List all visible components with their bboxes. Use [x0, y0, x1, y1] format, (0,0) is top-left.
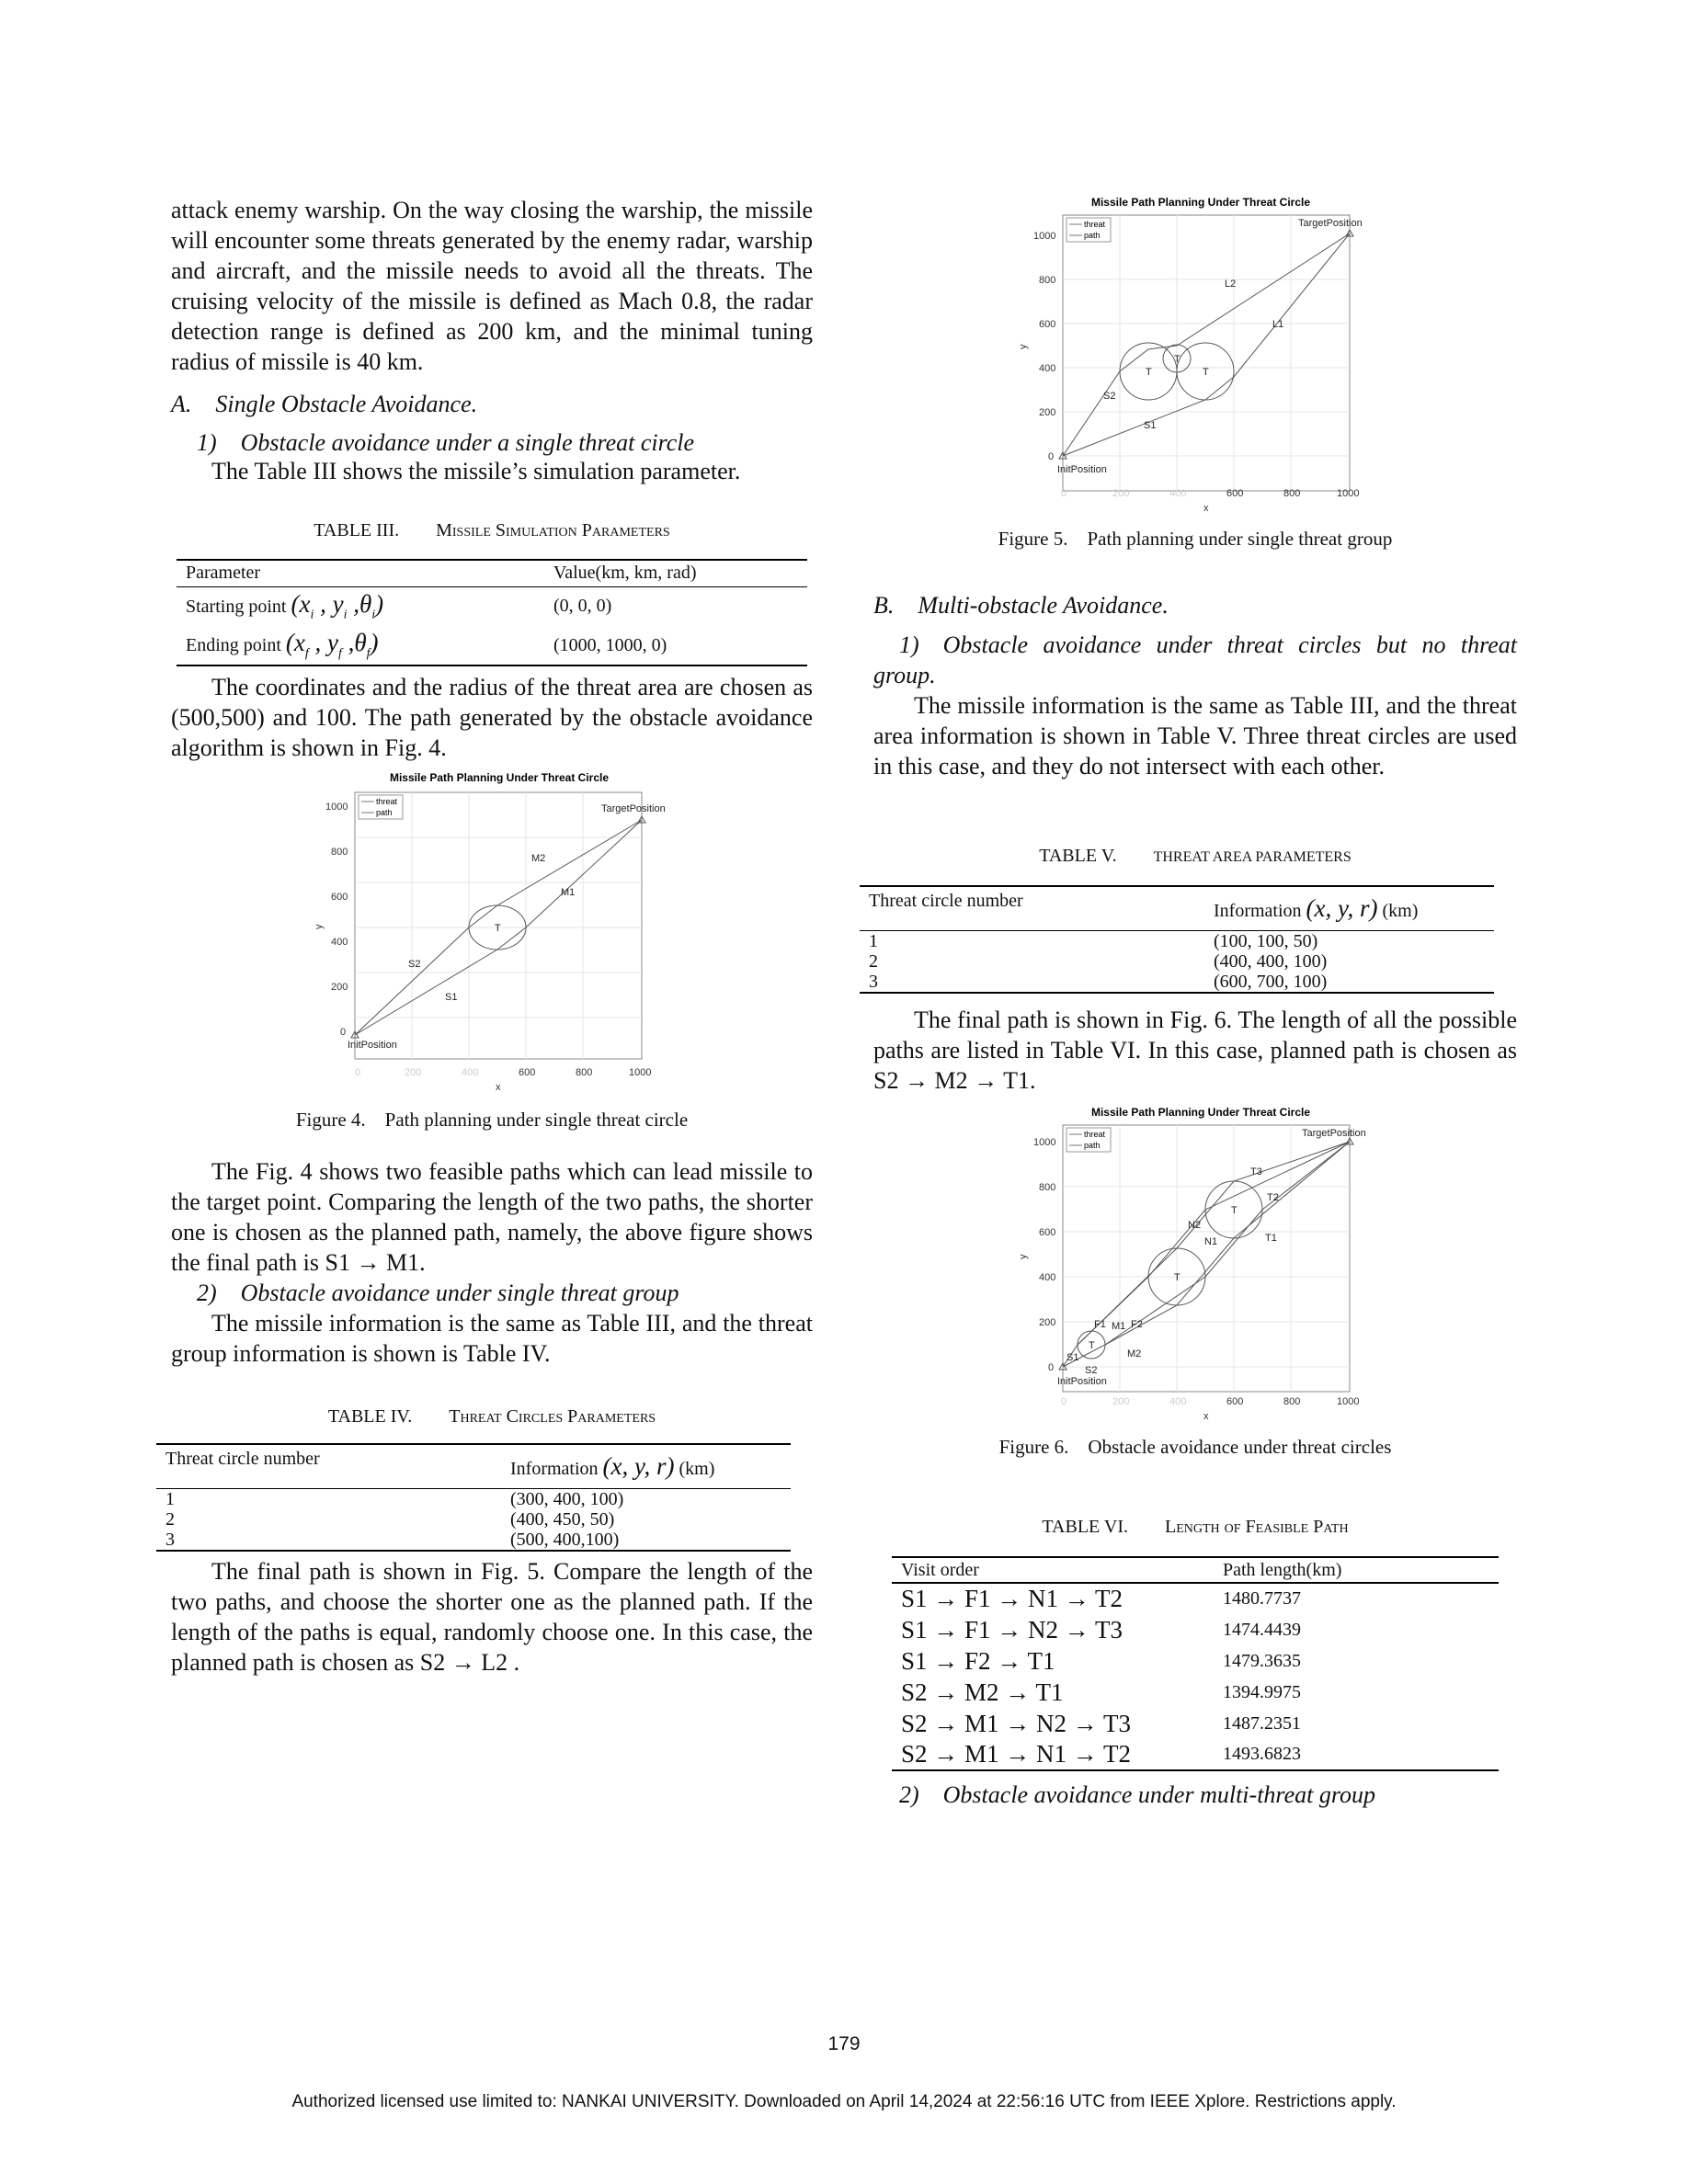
table-cell: Ending point ($x_f$ , $y_f$ $,\theta_f$) [186, 629, 379, 661]
x-tick: 400 [1169, 1396, 1187, 1407]
table-cell: 2 [165, 1508, 175, 1530]
y-tick: 600 [1039, 319, 1056, 330]
path-label: N1 [1204, 1236, 1218, 1247]
left-column-bottom [171, 1556, 813, 1678]
paragraph: The final path is shown in Fig. 6. The length of all the possible paths are listed in Table VI. In this case, planned path is chosen as S2 → M2 → T1. [873, 1007, 1517, 1094]
path-label: M1 [561, 887, 576, 898]
y-label: y [314, 924, 325, 929]
x-tick: 200 [1112, 488, 1130, 499]
y-tick: 800 [331, 847, 348, 858]
x-label: x [496, 1082, 501, 1093]
path-label: S1 [1144, 420, 1157, 431]
figure-title: Missile Path Planning Under Threat Circle [389, 771, 610, 784]
y-tick: 400 [1039, 363, 1056, 374]
table-cell: S2 → M1 → N1 → T2 [901, 1740, 1132, 1768]
table-cell: (400, 450, 50) [510, 1508, 615, 1530]
figure-4 [285, 768, 690, 1099]
x-tick: 1000 [1337, 488, 1360, 499]
right-column-bottom [899, 1780, 1543, 1810]
y-tick: 800 [1039, 275, 1056, 286]
table-iii [177, 559, 807, 666]
x-label: x [1203, 503, 1209, 514]
legend [1066, 1128, 1111, 1152]
table-cell: (600, 700, 100) [1214, 971, 1328, 992]
table-label: TABLE V. [1039, 846, 1117, 866]
table-cell: S1 → F1 → N2 → T3 [901, 1615, 1123, 1644]
init-label: InitPosition [1057, 1376, 1107, 1387]
x-tick: 0 [1061, 1396, 1067, 1407]
paragraph: The Table III shows the missile’s simulation parameter. [211, 458, 741, 484]
table-cell: 1 [869, 930, 878, 951]
y-tick: 600 [1039, 1227, 1056, 1238]
path-label: F2 [1131, 1319, 1143, 1330]
table-cell: 3 [165, 1529, 175, 1550]
x-tick: 200 [405, 1067, 422, 1078]
path-label: M2 [1127, 1348, 1142, 1359]
figure-5-caption: Figure 5. Path planning under single threat group [998, 528, 1393, 550]
x-tick: 600 [519, 1067, 536, 1078]
legend [359, 795, 403, 819]
x-tick: 1000 [1337, 1396, 1360, 1407]
table-cell: 1479.3635 [1223, 1650, 1301, 1671]
y-label: y [1018, 344, 1029, 349]
table-header: Value(km, km, rad) [553, 563, 697, 584]
table-header: Information (x, y, r) (km) [510, 1451, 715, 1480]
figure-4-caption: Figure 4. Path planning under single threat circle [295, 1109, 689, 1131]
table-vi-caption [873, 1517, 1517, 1538]
y-tick: 200 [1039, 407, 1056, 418]
table-cell: (400, 400, 100) [1214, 950, 1328, 972]
x-tick: 600 [1226, 1396, 1244, 1407]
figure-title: Missile Path Planning Under Threat Circle [1090, 1106, 1311, 1119]
path-label: N2 [1188, 1220, 1202, 1231]
figure-title: Missile Path Planning Under Threat Circle [1090, 196, 1311, 209]
table-cell: 1 [165, 1488, 175, 1509]
threat-label: T [1174, 1272, 1180, 1283]
legend [1066, 218, 1111, 242]
table-header: Threat circle number [165, 1449, 320, 1469]
paragraph: The Fig. 4 shows two feasible paths which can lead missile to the target point. Comparing the length of the two paths, the shorter one is chosen as the planned path, namely, the above figure shows the final path is S1 → M1. [171, 1158, 813, 1276]
legend-path: path [1084, 231, 1101, 240]
y-tick: 600 [331, 892, 348, 903]
path-expression: S2 → L2 [419, 1649, 508, 1676]
table-title: THREAT AREA PARAMETERS [1153, 849, 1352, 865]
threat-label: T [1146, 367, 1152, 378]
right-column [873, 590, 1517, 781]
x-tick: 600 [1226, 488, 1244, 499]
table-header: Path length(km) [1223, 1559, 1342, 1580]
legend-threat: threat [1084, 220, 1106, 229]
table-cell: (300, 400, 100) [510, 1488, 624, 1509]
table-iii-caption [171, 520, 813, 541]
table-label: TABLE VI. [1042, 1517, 1128, 1537]
table-title: Threat Circles Parameters [449, 1406, 656, 1427]
y-tick: 200 [1039, 1317, 1056, 1328]
table-cell: Starting point ($x_i$ , $y_i$ $,\theta_i$) [186, 590, 384, 622]
path-label: S2 [408, 959, 421, 970]
y-tick: 0 [1048, 451, 1055, 462]
table-header: Visit order [901, 1559, 979, 1580]
threat-label: T [1089, 1340, 1095, 1351]
table-cell: S1 → F1 → N1 → T2 [901, 1585, 1123, 1612]
table-cell: (500, 400,100) [510, 1529, 620, 1550]
target-label: TargetPosition [1302, 1128, 1366, 1139]
table-iv [156, 1443, 791, 1552]
subsection-heading: 2) Obstacle avoidance under single threat group [197, 1280, 679, 1306]
figure-5 [984, 193, 1388, 524]
path-label: S1 [445, 992, 458, 1003]
path-expression: S2 → M2 → T1 [873, 1067, 1030, 1094]
path-label: S2 [1103, 391, 1116, 402]
figure-6 [984, 1103, 1388, 1429]
subsection-heading: 2) Obstacle avoidance under multi-threat group [899, 1781, 1375, 1808]
table-iv-caption [171, 1406, 813, 1428]
path-label: T3 [1250, 1166, 1262, 1177]
threat-label: T [1203, 367, 1209, 378]
x-label: x [1203, 1411, 1209, 1422]
y-tick: 1000 [1033, 231, 1056, 242]
path-label: T1 [1265, 1233, 1277, 1244]
paragraph: The missile information is the same as Table III, and the threat area information is shown in Table V. Three threat circles are used in this case, and they do not intersect with each other. [873, 692, 1517, 779]
y-tick: 0 [340, 1027, 347, 1038]
y-label: y [1018, 1254, 1029, 1259]
legend-path: path [376, 808, 393, 817]
paragraph: The missile information is the same as Table III, and the threat group information is shown is Table IV. [171, 1310, 813, 1367]
section-heading-a: A. Single Obstacle Avoidance. [171, 391, 478, 417]
x-tick: 800 [576, 1067, 593, 1078]
right-column-mid [873, 1005, 1517, 1096]
left-column [171, 195, 813, 486]
table-cell: S2 → M1 → N2 → T3 [901, 1709, 1132, 1737]
x-tick: 1000 [629, 1067, 652, 1078]
legend-path: path [1084, 1141, 1101, 1150]
table-cell: 2 [869, 950, 878, 972]
y-tick: 400 [331, 937, 348, 948]
y-tick: 0 [1048, 1362, 1055, 1373]
x-tick: 400 [1169, 488, 1187, 499]
left-column-mid [171, 672, 813, 763]
x-tick: 800 [1283, 488, 1301, 499]
table-cell: 1487.2351 [1223, 1712, 1301, 1734]
path-label: S1 [1066, 1352, 1079, 1363]
target-label: TargetPosition [1298, 218, 1363, 229]
table-cell: (1000, 1000, 0) [553, 634, 667, 655]
y-tick: 400 [1039, 1272, 1056, 1283]
table-label: TABLE IV. [327, 1406, 413, 1427]
y-tick: 1000 [1033, 1137, 1056, 1148]
x-tick: 0 [355, 1067, 361, 1078]
threat-label: T [1174, 354, 1180, 365]
subsection-heading: 1) Obstacle avoidance under threat circles but no threat group. [873, 631, 1517, 688]
init-label: InitPosition [1057, 464, 1107, 475]
table-v-caption [873, 846, 1517, 867]
y-tick: 1000 [325, 802, 348, 813]
table-cell: 1474.4439 [1223, 1619, 1301, 1640]
table-cell: S1 → F2 → T1 [901, 1646, 1055, 1675]
table-header: Parameter [186, 563, 261, 584]
paragraph: The final path is shown in Fig. 5. Compare the length of the two paths, and choose the shorter one as the planned path. If the length of the paths is equal, randomly choose one. In this case, the planned path is chosen as S2 → L2 . [171, 1558, 813, 1676]
x-tick: 0 [1061, 488, 1067, 499]
path-label: S2 [1085, 1365, 1098, 1376]
table-header: Information (x, y, r) (km) [1214, 893, 1419, 922]
x-tick: 200 [1112, 1396, 1130, 1407]
path-label: M2 [531, 853, 546, 864]
table-cell: (100, 100, 50) [1214, 930, 1318, 951]
table-cell: 3 [869, 971, 878, 992]
table-vi [892, 1556, 1499, 1771]
path-label: L1 [1272, 319, 1284, 330]
path-label: F1 [1094, 1319, 1106, 1330]
figure-6-caption: Figure 6. Obstacle avoidance under threat circles [998, 1436, 1392, 1458]
table-cell: 1394.9975 [1223, 1681, 1301, 1702]
threat-label: T [495, 923, 501, 934]
paragraph: attack enemy warship. On the way closing the warship, the missile will encounter some threats generated by the enemy radar, warship and aircraft, and the missile needs to avoid all the threats. The cruising velocity of the missile is defined as Mach 0.8, the radar detection range is defined as 200 km, and the minimal tuning radius of missile is 40 km. [171, 197, 813, 375]
path-label: M1 [1112, 1321, 1126, 1332]
paragraph: The coordinates and the radius of the threat area are chosen as (500,500) and 100. The path generated by the obstacle avoidance algorithm is shown in Fig. 4. [171, 674, 813, 761]
table-cell: S2 → M2 → T1 [901, 1678, 1064, 1706]
legend-threat: threat [1084, 1130, 1106, 1139]
table-title: Missile Simulation Parameters [436, 520, 670, 540]
x-tick: 800 [1283, 1396, 1301, 1407]
y-tick: 800 [1039, 1182, 1056, 1193]
y-tick: 200 [331, 982, 348, 993]
path-expression: S1 → M1 [325, 1249, 420, 1276]
table-cell: (0, 0, 0) [553, 596, 612, 617]
page-number: 179 [827, 2033, 861, 2054]
table-v [860, 885, 1494, 994]
path-label: T2 [1267, 1192, 1279, 1203]
license-footer: Authorized licensed use limited to: NANKAI UNIVERSITY. Downloaded on April 14,2024 at 22:56:16 UTC from IEEE Xplore. Restrictions apply. [291, 2092, 1397, 2111]
table-cell: 1480.7737 [1223, 1588, 1301, 1609]
target-label: TargetPosition [601, 803, 666, 814]
legend-threat: threat [376, 797, 398, 806]
table-title: Length of Feasible Path [1165, 1517, 1349, 1537]
section-heading-b: B. Multi-obstacle Avoidance. [873, 592, 1169, 619]
init-label: InitPosition [348, 1040, 397, 1051]
table-cell: 1493.6823 [1223, 1744, 1301, 1764]
subsection-heading: 1) Obstacle avoidance under a single threat circle [197, 429, 695, 456]
table-header: Threat circle number [869, 891, 1023, 911]
x-tick: 400 [462, 1067, 479, 1078]
table-label: TABLE III. [314, 520, 400, 540]
threat-label: T [1231, 1205, 1237, 1216]
left-column-lower [171, 1156, 813, 1369]
path-label: L2 [1225, 279, 1237, 290]
